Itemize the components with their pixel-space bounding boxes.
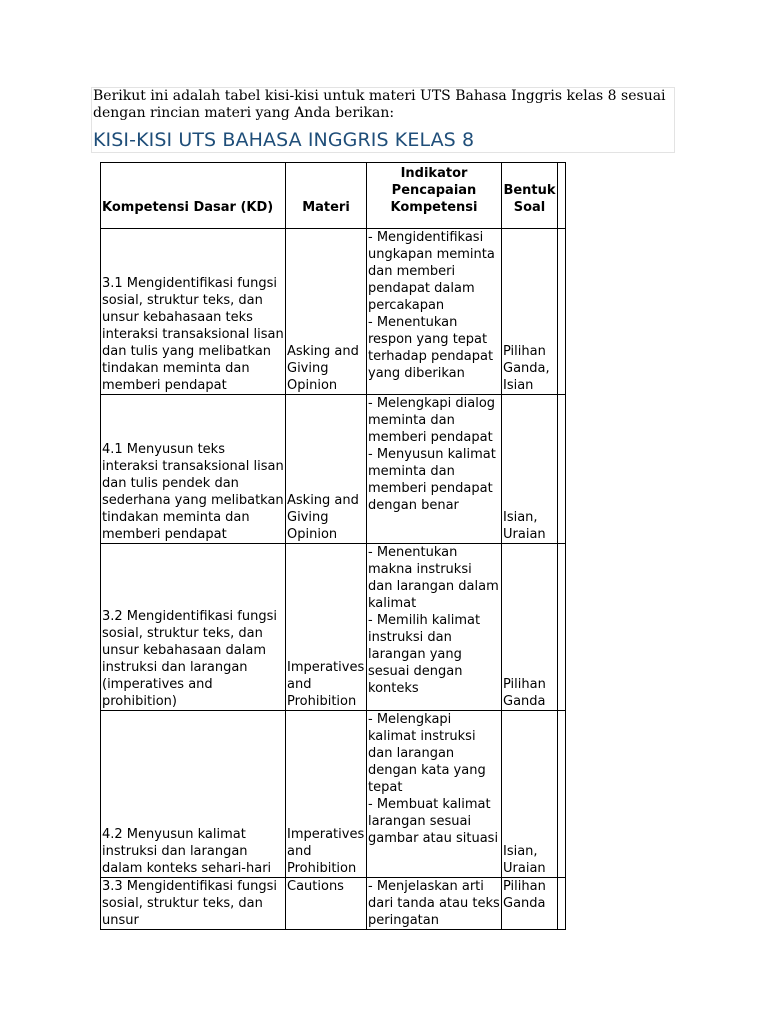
indikator-item: - Memilih kalimat instruksi dan larangan yang sesuai dengan konteks [368,613,481,696]
indikator-item: - Melengkapi kalimat instruksi dan larangan dengan kata yang tepat [368,712,486,795]
cell-indikator [367,229,502,395]
indikator-item: - Melengkapi dialog meminta dan memberi pendapat [368,396,496,445]
cell-indikator [367,711,502,878]
cell-empty [558,544,566,711]
cell-bentuk: Pilihan Ganda, Isian [502,229,558,395]
header-materi: Materi [286,163,367,229]
header-kd: Kompetensi Dasar (KD) [101,163,286,229]
indikator-item: - Mengidentifikasi ungkapan meminta dan memberi pendapat dalam percakapan [368,230,495,313]
cell-materi: Asking and Giving Opinion [286,229,367,395]
cell-indikator [367,395,502,544]
cell-indikator [367,544,502,711]
cell-materi: Imperatives and Prohibition [286,544,367,711]
table-row [101,229,566,395]
header-empty [558,163,566,229]
table-header-row [101,163,566,229]
document-title: KISI-KISI UTS BAHASA INGGRIS KELAS 8 [93,129,475,151]
cell-kd: 3.2 Mengidentifikasi fungsi sosial, struktur teks, dan unsur kebahasaan dalam instruksi dan larangan (imperatives and prohibition) [101,544,286,711]
intro-text: Berikut ini adalah tabel kisi-kisi untuk materi UTS Bahasa Inggris kelas 8 sesuai dengan rincian materi yang Anda berikan: [93,88,666,121]
cell-bentuk: Pilihan Ganda [502,544,558,711]
indikator-item: - Menentukan makna instruksi dan larangan dalam kalimat [368,545,499,611]
cell-materi: Imperatives and Prohibition [286,711,367,878]
table-row [101,395,566,544]
indikator-item: - Menyusun kalimat meminta dan memberi pendapat dengan benar [368,447,496,513]
cell-bentuk: Pilihan Ganda [502,878,558,930]
cell-bentuk: Isian, Uraian [502,395,558,544]
cell-empty [558,229,566,395]
cell-bentuk: Isian, Uraian [502,711,558,878]
cell-empty [558,711,566,878]
cell-empty [558,878,566,930]
table-row [101,711,566,878]
kisi-kisi-table [100,162,566,930]
indikator-item: - Menjelaskan arti dari tanda atau teks peringatan [368,879,500,928]
cell-materi: Asking and Giving Opinion [286,395,367,544]
header-indikator: Indikator Pencapaian Kompetensi [367,163,502,229]
table-row [101,878,566,930]
cell-kd: 4.2 Menyusun kalimat instruksi dan larangan dalam konteks sehari-hari [101,711,286,878]
indikator-item: - Menentukan respon yang tepat terhadap pendapat yang diberikan [368,315,494,381]
cell-kd: 3.3 Mengidentifikasi fungsi sosial, struktur teks, dan unsur [101,878,286,930]
indikator-item: - Membuat kalimat larangan sesuai gambar atau situasi [368,797,499,846]
header-bentuk: Bentuk Soal [502,163,558,229]
cell-kd: 3.1 Mengidentifikasi fungsi sosial, struktur teks, dan unsur kebahasaan teks interaksi transaksional lisan dan tulis yang melibatkan tindakan meminta dan memberi pendapat [101,229,286,395]
table-row [101,544,566,711]
cell-materi: Cautions [286,878,367,930]
cell-indikator [367,878,502,930]
cell-kd: 4.1 Menyusun teks interaksi transaksional lisan dan tulis pendek dan sederhana yang melibatkan tindakan meminta dan memberi pendapat [101,395,286,544]
cell-empty [558,395,566,544]
